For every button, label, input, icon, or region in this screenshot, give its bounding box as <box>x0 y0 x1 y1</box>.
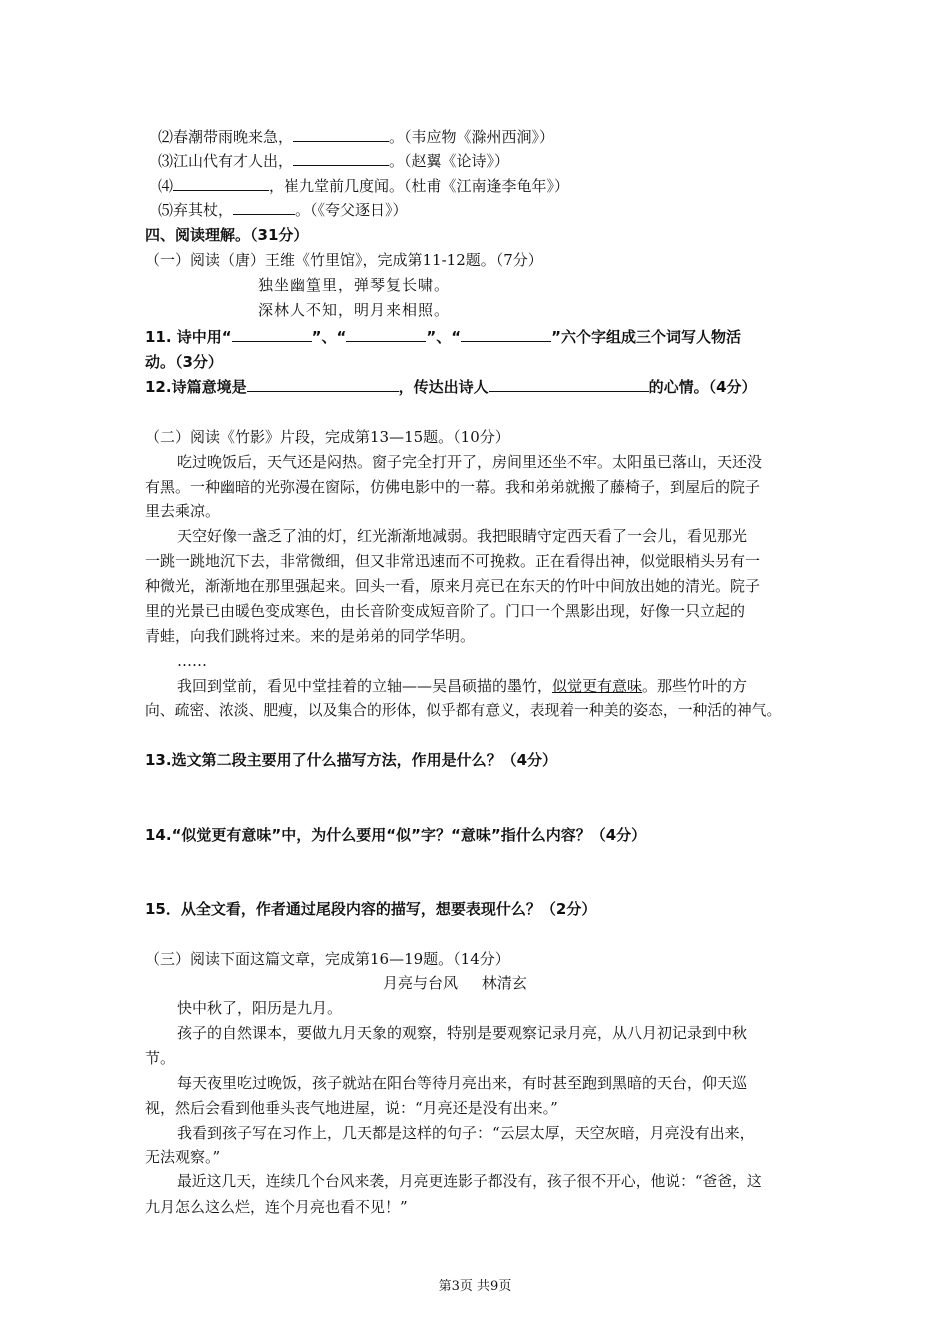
poem-line: 深林人不知，明月来相照。 <box>258 301 451 319</box>
poem-fill-4 <box>158 175 569 197</box>
paragraph-line: 天空好像一盏乏了油的灯，红光渐渐地减弱。我把眼睛守定西天看了一会儿，看见那光 <box>177 527 748 545</box>
question-text: 12.诗篇意境是 <box>145 378 247 396</box>
answer-blank[interactable] <box>293 126 389 142</box>
underlined-phrase: 似觉更有意味 <box>552 677 643 695</box>
paragraph-line: 孩子的自然课本，要做九月天象的观察，特别是要观察记录月亮，从八月初记录到中秋 <box>177 1024 748 1042</box>
poem-text: 弃其杖， <box>173 201 234 219</box>
paragraph-line: 最近这几天，连续几个台风来袭，月亮更连影子都没有，孩子很不开心，他说：“爸爸，这 <box>177 1173 762 1190</box>
question-13: 13.选文第二段主要用了什么描写方法，作用是什么？（4分） <box>145 751 558 769</box>
paragraph-line: 青蛙，向我们跳将过来。来的是弟弟的同学华明。 <box>145 627 476 645</box>
answer-blank[interactable] <box>293 150 389 166</box>
question-text: 11. 诗中用“ <box>145 328 232 346</box>
question-11 <box>145 326 741 348</box>
paragraph-line: 种微光，渐渐地在那里强起来。回头一看，原来月亮已在东天的竹叶中间放出她的清光。院子 <box>145 577 761 595</box>
part3-intro: （三）阅读下面这篇文章，完成第16—19题。（14分） <box>145 950 510 968</box>
poem-line: 独坐幽篁里，弹琴复长啸。 <box>258 276 451 294</box>
answer-blank[interactable] <box>346 326 426 342</box>
poem-text: 春潮带雨晚来急， <box>173 128 294 146</box>
answer-blank[interactable] <box>173 175 269 191</box>
question-12 <box>145 376 757 398</box>
answer-blank[interactable] <box>489 376 649 392</box>
part2-intro: （二）阅读《竹影》片段，完成第13—15题。（10分） <box>145 428 510 446</box>
paragraph-line: 里去乘凉。 <box>145 502 221 520</box>
paragraph-line: 无法观察。” <box>145 1148 221 1166</box>
item-number: ⑷ <box>158 177 174 195</box>
item-number: ⑶ <box>158 152 174 170</box>
question-text: ，传达出诗人 <box>398 378 489 396</box>
paragraph-line: 一跳一跳地沉下去，非常微细，但又非常迅速而不可挽救。正在看得出神，似觉眼梢头另有一 <box>145 552 761 570</box>
ellipsis: …… <box>177 652 207 670</box>
poem-source: ，崔九堂前几度闻。（杜甫《江南逢李龟年》） <box>269 177 570 195</box>
poem-source: 。（赵翼《论诗》） <box>389 152 510 170</box>
paragraph-text: 。那些竹叶的方 <box>642 677 748 695</box>
answer-blank[interactable] <box>461 326 551 342</box>
poem-source: 。（《夸父逐日》） <box>295 201 408 219</box>
paragraph-line: 我看到孩子写在习作上，几天都是这样的句子：“云层太厚，天空灰暗，月亮没有出来， <box>177 1124 755 1142</box>
question-text: ”、“ <box>426 328 462 346</box>
answer-blank[interactable] <box>247 376 399 392</box>
item-number: ⑵ <box>158 128 174 146</box>
paragraph-line: 向、疏密、浓淡、肥瘦，以及集合的形体，似乎都有意义，表现着一种美的姿态，一种活的神气。 <box>145 702 782 719</box>
paragraph-line <box>177 675 747 697</box>
part1-intro: （一）阅读（唐）王维《竹里馆》，完成第11-12题。（7分） <box>145 251 543 269</box>
section-title: 四、阅读理解。（31分） <box>145 226 309 244</box>
question-14: 14.“似觉更有意味”中，为什么要用“似”字？“意味”指什么内容？（4分） <box>145 826 647 844</box>
paragraph-line: 里的光景已由暖色变成寒色，由长音阶变成短音阶了。门口一个黑影出现，好像一只立起的 <box>145 602 746 620</box>
question-text: ”六个字组成三个词写人物活 <box>551 328 741 346</box>
paragraph-line: 快中秋了，阳历是九月。 <box>177 999 343 1017</box>
poem-fill-3 <box>158 150 509 172</box>
poem-fill-5 <box>158 199 408 221</box>
poem-text: 江山代有才人出， <box>173 152 294 170</box>
answer-blank[interactable] <box>232 326 312 342</box>
item-number: ⑸ <box>158 201 174 219</box>
question-text: ”、“ <box>311 328 347 346</box>
question-text: 的心情。（4分） <box>648 378 757 396</box>
paragraph-text: 我回到堂前，看见中堂挂着的立轴——吴昌硕描的墨竹， <box>177 677 553 695</box>
poem-fill-2 <box>158 126 554 148</box>
answer-blank[interactable] <box>233 199 295 215</box>
paragraph-line: 吃过晚饭后，天气还是闷热。窗子完全打开了，房间里还坐不牢。太阳虽已落山，天还没 <box>177 453 763 471</box>
paragraph-line: 视，然后会看到他垂头丧气地进屋，说：“月亮还是没有出来。” <box>145 1099 558 1117</box>
paragraph-line: 有黑。一种幽暗的光弥漫在窗际，仿佛电影中的一幕。我和弟弟就搬了藤椅子，到屋后的院子 <box>145 478 761 496</box>
paragraph-line: 节。 <box>145 1049 176 1067</box>
article-title: 月亮与台风 林清玄 <box>383 974 527 992</box>
paragraph-line: 九月怎么这么烂，连个月亮也看不见！” <box>145 1198 408 1216</box>
question-15: 15．从全文看，作者通过尾段内容的描写，想要表现什么？（2分） <box>145 900 597 918</box>
paragraph-line: 每天夜里吃过晚饭，孩子就站在阳台等待月亮出来，有时甚至跑到黑暗的天台，仰天巡 <box>177 1074 748 1092</box>
page-number: 第3页 共9页 <box>438 1279 512 1294</box>
poem-source: 。（韦应物《滁州西涧》） <box>389 128 555 146</box>
question-11-cont: 动。（3分） <box>145 353 223 371</box>
